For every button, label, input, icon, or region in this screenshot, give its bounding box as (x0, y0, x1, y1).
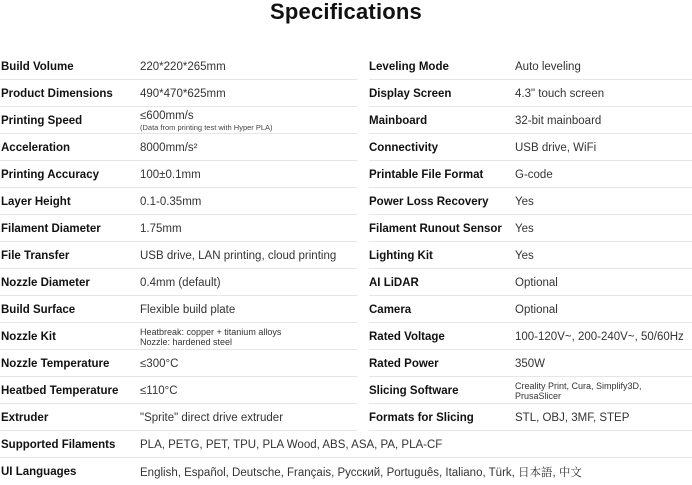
spec-row-nozzle-temperature (0, 350, 357, 377)
spec-row-acceleration (0, 134, 357, 161)
spec-value: Yes (515, 222, 534, 235)
spec-label: Lighting Kit (369, 249, 433, 262)
spec-label: Product Dimensions (1, 87, 113, 100)
spec-label: Build Volume (1, 60, 74, 73)
spec-value: Optional (515, 276, 558, 289)
spec-value: Auto leveling (515, 60, 581, 73)
spec-label: Nozzle Temperature (1, 357, 110, 370)
spec-value: Flexible build plate (140, 303, 236, 316)
spec-value: ≤600mm/s (Data from printing test with Hyper PLA) (140, 109, 273, 132)
spec-label: AI LiDAR (369, 276, 419, 289)
spec-value: STL, OBJ, 3MF, STEP (515, 411, 630, 424)
spec-label: Connectivity (369, 141, 439, 154)
spec-label: UI Languages (1, 465, 77, 478)
spec-value: 490*470*625mm (140, 87, 226, 100)
spec-row-leveling-mode (369, 53, 692, 80)
spec-row-filament-diameter (0, 215, 357, 242)
spec-row-power-loss-recovery (369, 188, 692, 215)
spec-label: Rated Voltage (369, 330, 445, 343)
spec-row-product-dimensions (0, 80, 357, 107)
spec-row-rated-power (369, 350, 692, 377)
spec-row-printing-speed (0, 107, 357, 134)
spec-value: "Sprite" direct drive extruder (140, 411, 284, 424)
spec-row-connectivity (369, 134, 692, 161)
spec-label: Acceleration (1, 141, 71, 154)
spec-row-file-transfer (0, 242, 357, 269)
spec-value: PLA, PETG, PET, TPU, PLA Wood, ABS, ASA, PA, PLA-CF (140, 438, 443, 451)
spec-row-ui-languages (0, 458, 692, 485)
spec-value: 220*220*265mm (140, 60, 226, 73)
spec-row-build-surface (0, 296, 357, 323)
spec-row-lighting-kit (369, 242, 692, 269)
spec-value: Yes (515, 195, 534, 208)
spec-row-layer-height (0, 188, 357, 215)
spec-value: Creality Print, Cura, Simplify3D, PrusaSlicer (515, 380, 642, 401)
spec-label: Camera (369, 303, 412, 316)
spec-value: ≤110°C (140, 384, 178, 397)
spec-row-printing-accuracy (0, 161, 357, 188)
spec-row-heatbed-temperature (0, 377, 357, 404)
spec-label: Slicing Software (369, 384, 459, 397)
page-title: Specifications (270, 0, 422, 24)
spec-row-display-screen (369, 80, 692, 107)
spec-label: Nozzle Diameter (1, 276, 90, 289)
spec-row-formats-for-slicing (369, 404, 692, 431)
spec-row-supported-filaments (0, 431, 692, 458)
spec-label: Build Surface (1, 303, 76, 316)
spec-value: ≤300°C (140, 357, 179, 370)
spec-value: Yes (515, 249, 534, 262)
spec-note: (Data from printing test with Hyper PLA) (140, 122, 273, 132)
spec-value: 100±0.1mm (140, 168, 201, 181)
spec-value: 4.3" touch screen (515, 87, 605, 100)
spec-value: USB drive, LAN printing, cloud printing (140, 249, 337, 262)
spec-row-mainboard (369, 107, 692, 134)
spec-value: USB drive, WiFi (515, 141, 597, 154)
spec-label: Filament Runout Sensor (369, 222, 502, 235)
spec-label: Formats for Slicing (369, 411, 474, 424)
spec-row-printable-file-format (369, 161, 692, 188)
spec-row-filament-runout-sensor (369, 215, 692, 242)
spec-value: English, Español, Deutsche, Français, Русский, Português, Italiano, Türk, 日本語, 中文 (140, 466, 582, 479)
spec-row-camera (369, 296, 692, 323)
spec-value: 8000mm/s² (140, 141, 198, 154)
spec-value: G-code (515, 168, 553, 181)
spec-value: 32-bit mainboard (515, 114, 602, 127)
spec-row-slicing-software (369, 377, 692, 404)
spec-label: Heatbed Temperature (1, 384, 119, 397)
spec-value: 0.4mm (default) (140, 276, 221, 289)
spec-label: Power Loss Recovery (369, 195, 489, 208)
spec-row-rated-voltage (369, 323, 692, 350)
spec-value: 0.1-0.35mm (140, 195, 202, 208)
spec-label: Display Screen (369, 87, 452, 100)
spec-row-nozzle-kit (0, 323, 357, 350)
spec-label: Printing Speed (1, 114, 83, 127)
spec-label: Printing Accuracy (1, 168, 99, 181)
spec-label: Leveling Mode (369, 60, 449, 73)
spec-label: Layer Height (1, 195, 71, 208)
spec-row-ai-lidar (369, 269, 692, 296)
spec-label: Filament Diameter (1, 222, 101, 235)
spec-label: Mainboard (369, 114, 428, 127)
spec-value: Heatbreak: copper + titanium alloys Nozzle: hardened steel (140, 326, 282, 347)
spec-value: Optional (515, 303, 558, 316)
spec-value: 350W (515, 357, 546, 370)
spec-value: 100-120V~, 200-240V~, 50/60Hz (515, 330, 684, 343)
spec-label: Supported Filaments (1, 438, 116, 451)
spec-row-extruder (0, 404, 357, 431)
spec-label: Extruder (1, 411, 49, 424)
spec-row-build-volume (0, 53, 357, 80)
spec-label: File Transfer (1, 249, 70, 262)
spec-label: Printable File Format (369, 168, 484, 181)
spec-value: 1.75mm (140, 222, 182, 235)
spec-label: Nozzle Kit (1, 330, 56, 343)
spec-label: Rated Power (369, 357, 439, 370)
spec-row-nozzle-diameter (0, 269, 357, 296)
